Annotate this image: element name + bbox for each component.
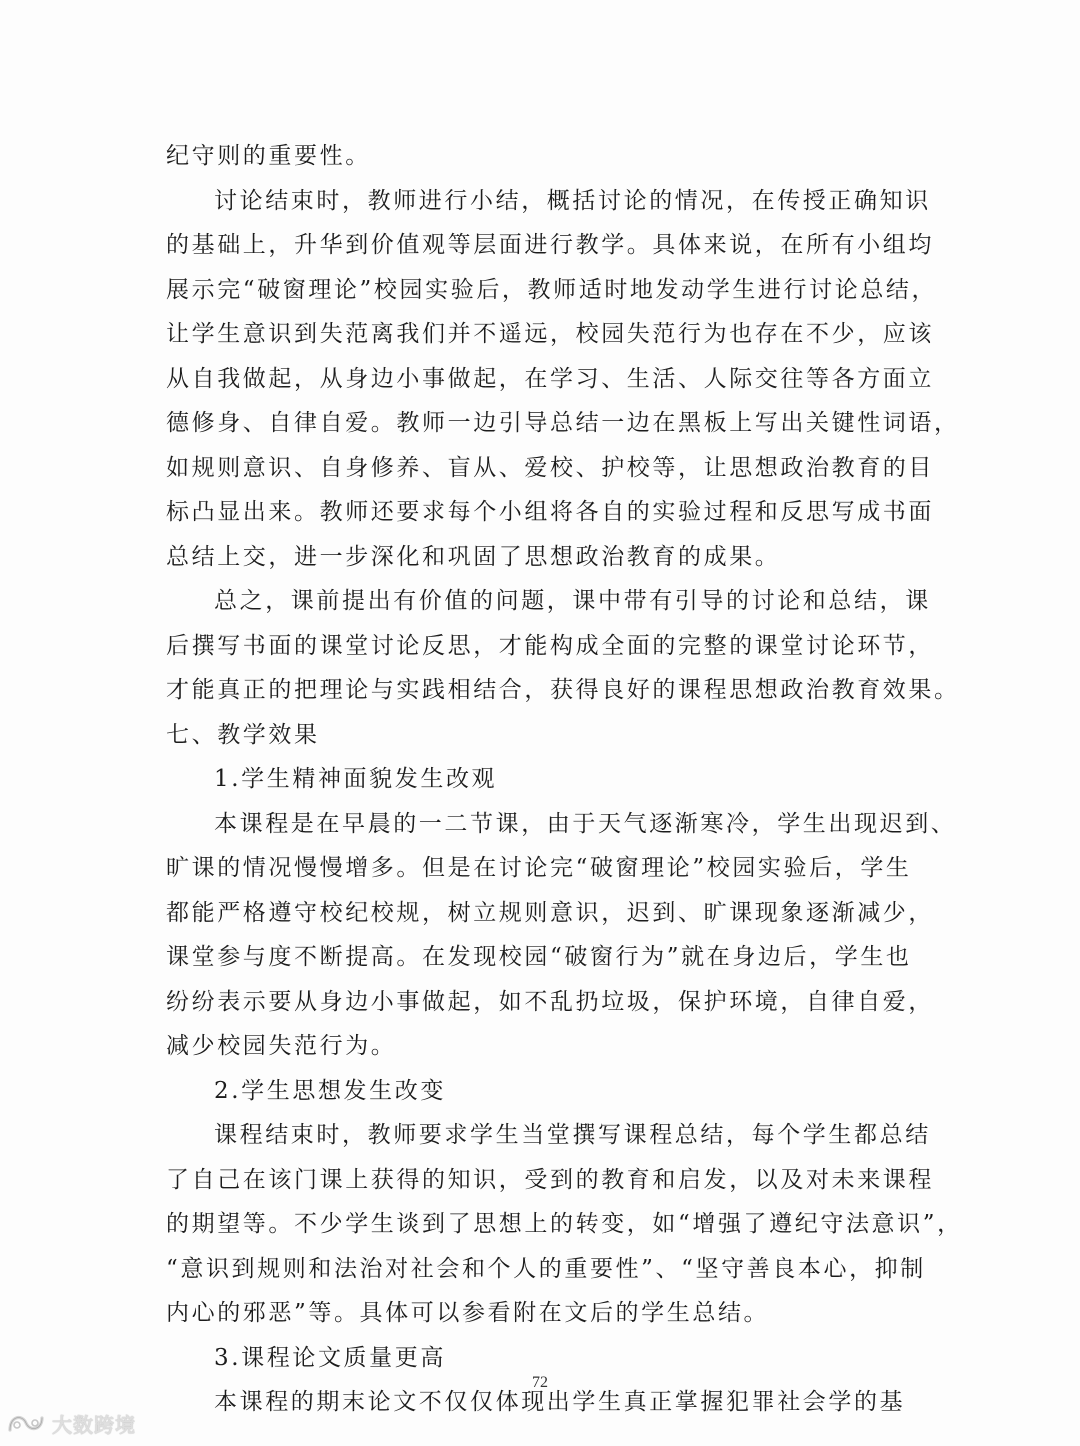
section-heading: 七、教学效果 bbox=[166, 721, 320, 748]
text-line: 旷课的情况慢慢增多。但是在讨论完“破窗理论”校园实验后，学生 bbox=[166, 855, 912, 881]
text-line: 总结上交，进一步深化和巩固了思想政治教育的成果。 bbox=[166, 543, 781, 570]
text-line: 减少校园失范行为。 bbox=[166, 1033, 397, 1059]
text-line: 纷纷表示要从身边小事做起，如不乱扔垃圾，保护环境，自律自爱， bbox=[166, 988, 934, 1015]
text-line: 后撰写书面的课堂讨论反思，才能构成全面的完整的课堂讨论环节， bbox=[166, 632, 934, 659]
paragraph-start: 总之，课前提出有价值的问题，课中带有引导的讨论和总结，课 bbox=[214, 588, 931, 614]
paragraph-start: 本课程的期末论文不仅仅体现出学生真正掌握犯罪社会学的基 bbox=[214, 1389, 906, 1415]
watermark bbox=[6, 1408, 136, 1438]
body-text bbox=[166, 134, 963, 1425]
text-line: 德修身、自律自爱。教师一边引导总结一边在黑板上写出关键性词语， bbox=[166, 410, 960, 436]
text-line: 内心的邪恶”等。具体可以参看附在文后的学生总结。 bbox=[166, 1300, 770, 1326]
text-line: 纪守则的重要性。 bbox=[166, 143, 371, 169]
subsection-heading: 1.学生精神面貌发生改观 bbox=[214, 766, 498, 792]
watermark-text: 大数跨境 bbox=[52, 1412, 136, 1437]
text-line: 如规则意识、自身修养、盲从、爱校、护校等，让思想政治教育的目 bbox=[166, 454, 934, 481]
text-line: 标凸显出来。教师还要求每个小组将各自的实验过程和反思写成书面 bbox=[166, 499, 934, 525]
paragraph-start: 本课程是在早晨的一二节课，由于天气逐渐寒冷，学生出现迟到、 bbox=[214, 810, 957, 837]
text-line: 才能真正的把理论与实践相结合，获得良好的课程思想政治教育效果。 bbox=[166, 677, 960, 703]
paragraph-start: 课程结束时，教师要求学生当堂撰写课程总结，每个学生都总结 bbox=[214, 1122, 931, 1148]
subsection-heading: 2.学生思想发生改变 bbox=[214, 1077, 446, 1104]
subsection-heading: 3.课程论文质量更高 bbox=[214, 1344, 446, 1371]
text-line: 让学生意识到失范离我们并不遥远，校园失范行为也存在不少，应该 bbox=[166, 321, 934, 347]
text-line: 的基础上，升华到价值观等层面进行教学。具体来说，在所有小组均 bbox=[166, 232, 934, 258]
text-line: 的期望等。不少学生谈到了思想上的转变，如“增强了遵纪守法意识”， bbox=[166, 1211, 963, 1237]
text-line: 了自己在该门课上获得的知识，受到的教育和启发，以及对未来课程 bbox=[166, 1166, 934, 1193]
text-line: “意识到规则和法治对社会和个人的重要性”、“坚守善良本心，抑制 bbox=[166, 1255, 926, 1282]
brand-logo-icon bbox=[6, 1410, 46, 1436]
page-number: 72 bbox=[532, 1374, 548, 1391]
paragraph-start: 讨论结束时，教师进行小结，概括讨论的情况，在传授正确知识 bbox=[214, 187, 931, 214]
text-line: 都能严格遵守校纪校规，树立规则意识，迟到、旷课现象逐渐减少， bbox=[166, 899, 934, 926]
text-line: 课堂参与度不断提高。在发现校园“破窗行为”就在身边后，学生也 bbox=[166, 944, 912, 970]
text-line: 从自我做起，从身边小事做起，在学习、生活、人际交往等各方面立 bbox=[166, 365, 934, 392]
text-line: 展示完“破窗理论”校园实验后，教师适时地发动学生进行讨论总结， bbox=[166, 276, 938, 303]
